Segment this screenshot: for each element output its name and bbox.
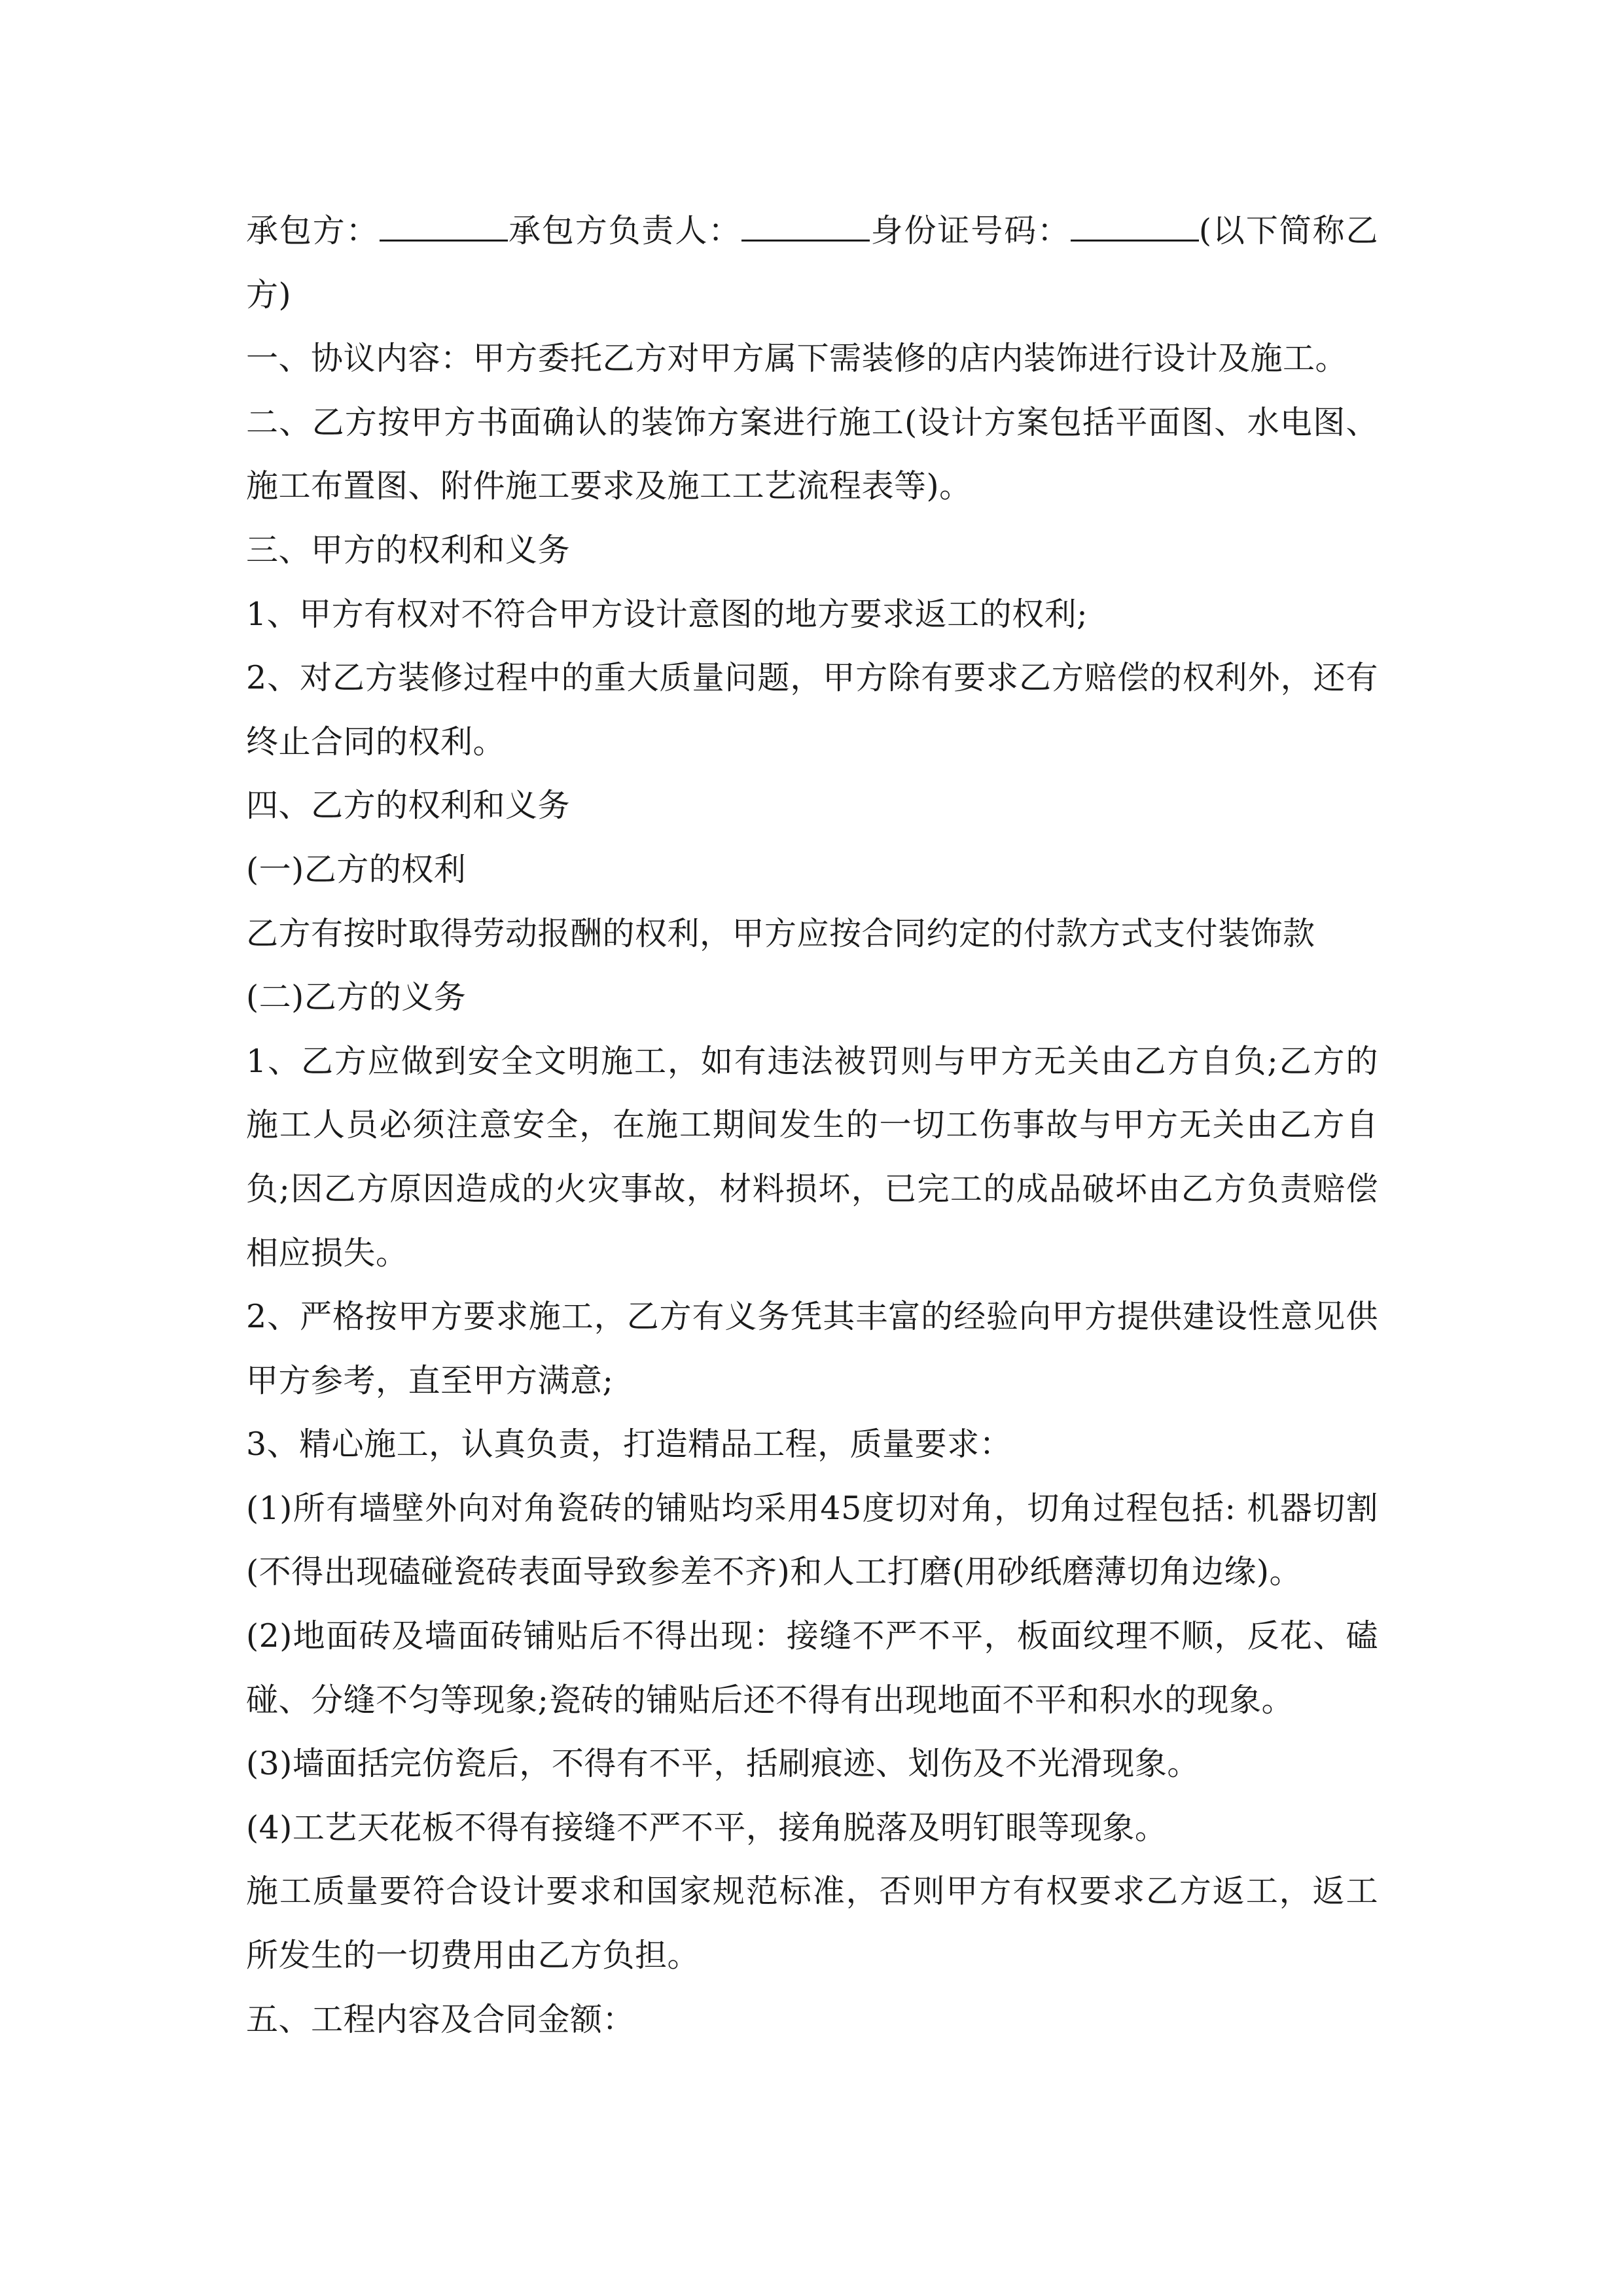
- paragraph-party-b-duty-2: 2、严格按甲方要求施工，乙方有义务凭其丰富的经验向甲方提供建设性意见供甲方参考，直至甲方满意;: [246, 1298, 1378, 1399]
- paragraph-quality-req-2: (2)地面砖及墙面砖铺贴后不得出现：接缝不严不平，板面纹理不顺，反花、磕碰、分缝不匀等现象;瓷砖的铺贴后还不得有出现地面不平和积水的现象。: [246, 1617, 1378, 1719]
- paragraph-party-a-right-2: 2、对乙方装修过程中的重大质量问题，甲方除有要求乙方赔偿的权利外，还有终止合同的权利。: [246, 659, 1378, 761]
- contractor-label: 承包方：: [246, 212, 380, 249]
- heading-project-content-amount: 五、工程内容及合同金额：: [246, 2000, 635, 2038]
- subheading-party-b-rights: (一)乙方的权利: [246, 850, 467, 888]
- paragraph-quality-standard: 施工质量要符合设计要求和国家规范标准，否则甲方有权要求乙方返工，返工所发生的一切费用由乙方负担。: [246, 1873, 1378, 1975]
- contractor-leader-label: 承包方负责人：: [507, 212, 742, 249]
- party-b-abbreviation: (以下简称乙方): [246, 212, 1378, 314]
- contractor-blank: [380, 212, 508, 242]
- id-number-blank: [1071, 212, 1199, 242]
- paragraph-party-b-duty-1: 1、乙方应做到安全文明施工，如有违法被罚则与甲方无关由乙方自负;乙方的施工人员必须注意安全，在施工期间发生的一切工伤事故与甲方无关由乙方自负;因乙方原因造成的火灾事故，材料损坏，已完工的成品破坏由乙方负责赔偿相应损失。: [246, 1042, 1378, 1272]
- paragraph-party-a-right-1: 1、甲方有权对不符合甲方设计意图的地方要求返工的权利;: [246, 595, 1088, 633]
- document-body: [246, 199, 1378, 2051]
- contractor-info-line: [246, 199, 1378, 327]
- paragraph-quality-req-1: (1)所有墙壁外向对角瓷砖的铺贴均采用45度切对角，切角过程包括: 机器切割(不得出现磕碰瓷砖表面导致参差不齐)和人工打磨(用砂纸磨薄切角边缘)。: [246, 1489, 1378, 1591]
- paragraph-quality-req-4: (4)工艺天花板不得有接缝不严不平，接角脱落及明钉眼等现象。: [246, 1808, 1168, 1846]
- paragraph-quality-req-3: (3)墙面括完仿瓷后，不得有不平，括刷痕迹、划伤及不光滑现象。: [246, 1745, 1200, 1783]
- paragraph-party-b-right: 乙方有按时取得劳动报酬的权利，甲方应按合同约定的付款方式支付装饰款: [246, 914, 1315, 952]
- id-number-label: 身份证号码：: [870, 212, 1071, 249]
- paragraph-party-b-duty-3: 3、精心施工，认真负责，打造精品工程，质量要求：: [246, 1426, 1012, 1463]
- heading-party-b-rights: 四、乙方的权利和义务: [246, 787, 571, 825]
- contractor-leader-blank: [741, 212, 870, 242]
- paragraph-agreement-content: 一、协议内容：甲方委托乙方对甲方属下需装修的店内装饰进行设计及施工。: [246, 340, 1348, 378]
- subheading-party-b-duties: (二)乙方的义务: [246, 978, 467, 1016]
- paragraph-construction-plan: 二、乙方按甲方书面确认的装饰方案进行施工(设计方案包括平面图、水电图、施工布置图、附件施工要求及施工工艺流程表等)。: [246, 403, 1378, 505]
- heading-party-a-rights: 三、甲方的权利和义务: [246, 531, 571, 569]
